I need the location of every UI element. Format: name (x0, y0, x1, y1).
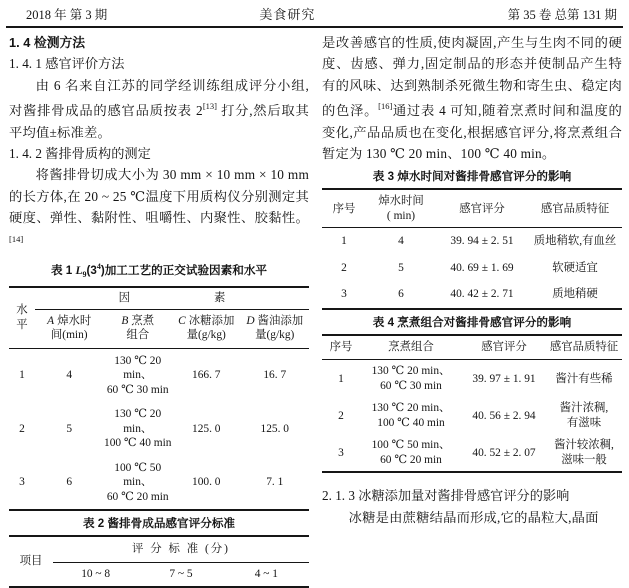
cell-cook-combo: 100 ℃ 50 min、 60 ℃ 20 min (106, 461, 169, 503)
table1-header-factor (35, 287, 309, 309)
cell-blanch-time: 5 (66, 422, 73, 435)
math-symbol-L: L (75, 263, 83, 277)
table3-blanching-time-effect (322, 188, 622, 310)
cell-quality: 酱汁较浓稠, 滋味一般 (554, 439, 614, 466)
cell-score: 40. 69 ± 1. 69 (450, 261, 514, 274)
table3-header-no: 序号 (322, 189, 366, 228)
factor-char: 素 (214, 292, 226, 305)
section-heading-1-4-1: 1. 4. 1 感官评价方法 (9, 56, 125, 72)
cell-combo: 100 ℃ 50 min、 60 ℃ 20 min (371, 439, 451, 466)
cell-score: 39. 97 ± 1. 91 (472, 372, 536, 385)
table2-range-low: 4 ~ 1 (254, 567, 278, 580)
factor-letter-b: B (121, 314, 129, 327)
cell-no: 3 (338, 446, 344, 459)
table1-header-col-c (172, 309, 241, 348)
cell-level: 2 (19, 422, 25, 435)
cell-combo: 130 ℃ 20 min、 60 ℃ 30 min (371, 365, 451, 392)
journal-title: 美食研究 (259, 7, 316, 22)
cell-soy-amount: 125. 0 (260, 422, 289, 435)
header-text: 酱油添加 量(g/kg) (255, 314, 304, 342)
cell-cook-combo: 130 ℃ 20 min、 60 ℃ 30 min (106, 354, 169, 396)
cell-sugar-amount: 166. 7 (192, 369, 221, 382)
page-header (0, 0, 629, 24)
cell-score: 40. 52 ± 2. 07 (472, 446, 536, 459)
table1-row-1 (9, 348, 309, 402)
table3-caption: 表 3 焯水时间对酱排骨感官评分的影响 (372, 170, 572, 184)
table1-header-level: 水平 (9, 287, 35, 348)
cell-no: 2 (338, 409, 344, 422)
caption-text: 表 1 (50, 263, 76, 277)
cell-time: 5 (398, 261, 404, 274)
cell-time: 6 (398, 288, 404, 301)
table4-row-2 (322, 397, 622, 434)
header-text: 冰糖添加 量(g/kg) (186, 314, 235, 342)
factor-letter-d: D (246, 314, 255, 327)
paragraph-text: 将酱排骨切成大小为 30 mm × 10 mm × 10 mm的长方体,在 20 ~ 25 ℃温度下用质构仪分别测定其硬度、弹性、黏附性、咀嚼性、内聚性、胶黏性。 (9, 167, 309, 226)
table1-row-2 (9, 402, 309, 456)
table2-range-mid: 7 ~ 5 (169, 567, 193, 580)
cell-soy-amount: 7. 1 (266, 476, 284, 489)
paragraph-text: 是改善感官的性质,使肉凝固,产生与生肉不同的硬度、齿感、弹力,固定制品的形态并使制品产生特有的风味、达到熟制杀死微生物和寄生虫、稳定肉的色泽。 (322, 35, 622, 119)
table1-header-col-a (35, 309, 104, 348)
cell-blanch-time: 6 (66, 476, 73, 489)
table3-row-3 (322, 281, 622, 309)
cell-quality: 酱汁有些稀 (555, 372, 613, 385)
paragraph-sensory-evaluation (9, 75, 309, 143)
table1-header-col-b (104, 309, 173, 348)
table2-sensory-scoring-standard (9, 535, 309, 588)
factor-letter-c: C (178, 314, 186, 327)
citation-16: [16] (378, 101, 393, 112)
factor-char: 因 (118, 292, 130, 305)
factor-letter-a: A (47, 314, 55, 327)
table3-header-quality: 感官品质特征 (528, 189, 622, 228)
section-heading-1-4-2: 1. 4. 2 酱排骨质构的测定 (9, 146, 151, 162)
citation-13: [13] (202, 101, 217, 112)
table2-header-standard: 评 分 标 准 (分) (53, 536, 309, 562)
cell-sugar-amount: 100. 0 (192, 476, 221, 489)
table2-header-item: 项目 (19, 555, 43, 568)
cell-score: 40. 42 ± 2. 71 (450, 288, 514, 301)
paragraph-text: 通过表 4 可知,随着烹煮时间和温度的变化,产品品质也在变化,根据感官评分,将烹煮组合暂定为 130 ℃ 20 min、100 ℃ 40 min。 (322, 103, 622, 162)
cell-quality: 质地稍硬 (552, 288, 598, 301)
cell-quality: 质地稍软,有血丝 (533, 235, 617, 248)
table4-row-1 (322, 360, 622, 398)
table4-cooking-combo-effect (322, 334, 622, 474)
cell-combo: 130 ℃ 20 min、 100 ℃ 40 min (371, 402, 451, 429)
math-subscript: 9 (82, 270, 87, 280)
cell-quality: 酱汁浓稠, 有滋味 (559, 402, 609, 429)
table3-header-blanch-time: 焯水时间 ( min) (366, 189, 436, 228)
header-text: 烹煮 组合 (126, 314, 155, 342)
cell-no: 2 (341, 261, 347, 274)
cell-soy-amount: 16. 7 (263, 369, 287, 382)
cell-score: 39. 94 ± 2. 51 (450, 235, 514, 248)
header-issue-right: 第 35 卷 总第 131 期 (507, 8, 617, 22)
paragraph-texture-measurement (9, 164, 309, 254)
paragraph-text: 打分,然后取其平均值±标准差。 (9, 103, 309, 140)
cell-no: 1 (338, 372, 344, 385)
cell-level: 1 (19, 369, 25, 382)
cell-time: 4 (398, 235, 404, 248)
header-text: 焯水时 间(min) (50, 314, 92, 342)
citation-14: [14] (9, 233, 24, 244)
table1-caption (9, 259, 309, 282)
cell-quality: 软硬适宜 (552, 261, 598, 274)
cell-blanch-time: 4 (66, 369, 73, 382)
table3-row-1 (322, 228, 622, 255)
caption-text: (3 (86, 263, 97, 277)
section-heading-1-4: 1. 4 检测方法 (9, 35, 86, 50)
table3-row-2 (322, 255, 622, 282)
cell-score: 40. 56 ± 2. 94 (472, 409, 536, 422)
table2-range-high: 10 ~ 8 (81, 567, 111, 580)
cell-sugar-amount: 125. 0 (192, 422, 221, 435)
table4-caption: 表 4 烹煮组合对酱排骨感官评分的影响 (372, 315, 572, 329)
caption-text: )加工工艺的正交试验因素和水平 (100, 263, 268, 277)
paragraph-rock-sugar: 冰糖是由蔗糖结晶而形成,它的晶粒大,晶面 (348, 509, 599, 525)
table1-row-3 (9, 456, 309, 511)
cell-level: 3 (19, 476, 25, 489)
section-heading-2-1-3: 2. 1. 3 冰糖添加量对酱排骨感官评分的影响 (322, 488, 570, 504)
two-column-layout (0, 28, 629, 588)
table4-header-no: 序号 (322, 335, 360, 360)
header-issue-left: 2018 年 第 3 期 (26, 8, 108, 22)
left-column (9, 32, 309, 588)
cell-no: 3 (341, 288, 347, 301)
right-column (322, 32, 622, 588)
table4-row-3 (322, 434, 622, 472)
table4-header-combo: 烹煮组合 (360, 335, 462, 360)
table1-orthogonal-factors-levels (9, 286, 309, 511)
paragraph-cooking-discussion (322, 32, 622, 164)
table2-caption: 表 2 酱排骨成品感官评分标准 (82, 517, 236, 531)
paragraph-text: 由 6 名来自江苏的同学经训练组成评分小组,对酱排骨成品的感官品质按表 2 (9, 77, 309, 119)
table4-header-quality: 感官品质特征 (546, 335, 622, 360)
math-superscript: 4 (96, 262, 101, 272)
table3-header-score: 感官评分 (436, 189, 528, 228)
table1-header-col-d (241, 309, 310, 348)
cell-no: 1 (341, 235, 347, 248)
table4-header-score: 感官评分 (462, 335, 546, 360)
cell-cook-combo: 130 ℃ 20 min、 100 ℃ 40 min (104, 408, 172, 450)
